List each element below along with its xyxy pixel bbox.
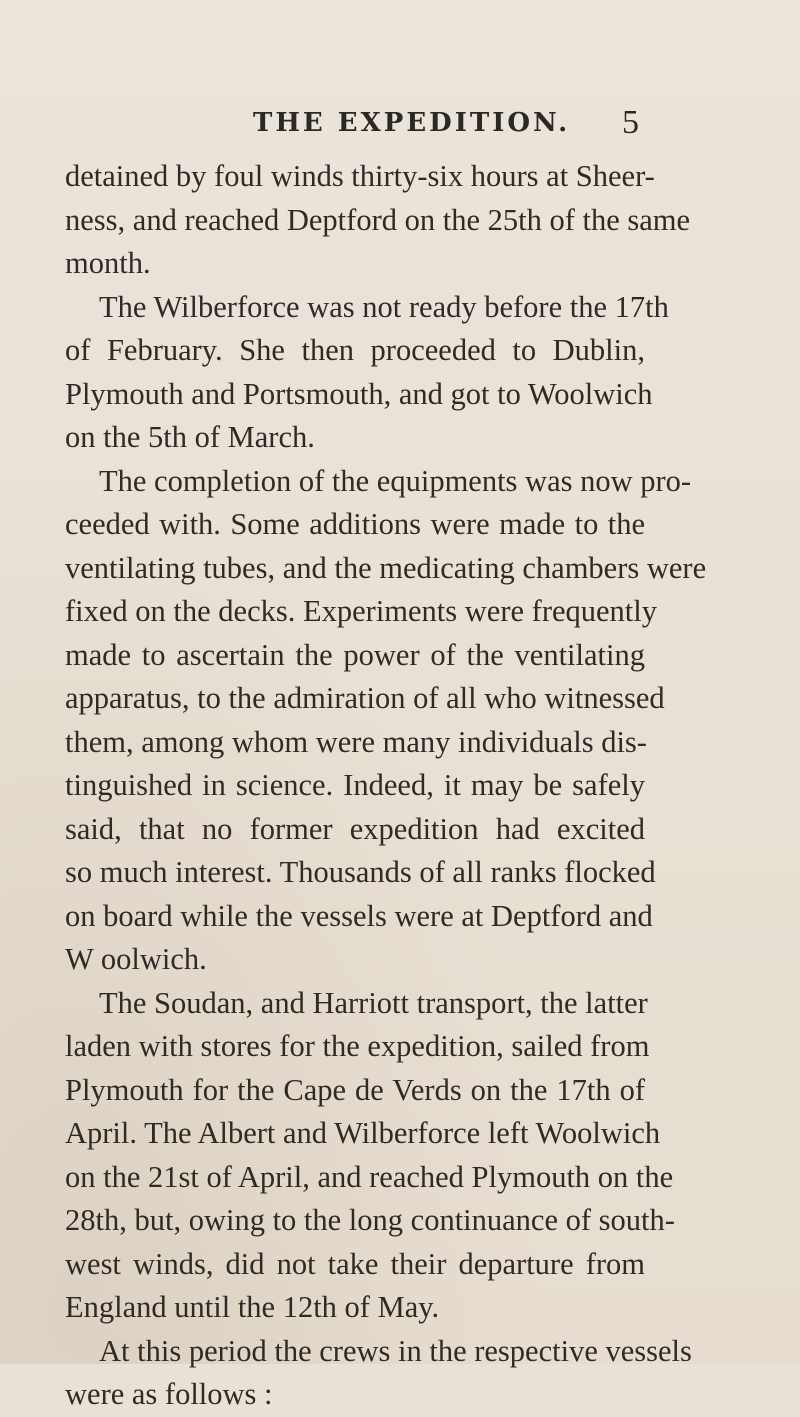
text-line: W oolwich.	[65, 942, 207, 976]
text-line: month.	[65, 246, 151, 280]
text-line: on the 21st of April, and reached Plymouth on the	[65, 1159, 674, 1194]
text-line: The Soudan, and Harriott transport, the latter	[99, 985, 648, 1020]
text-line: on the 5th of March.	[65, 420, 315, 454]
text-line: tinguished in science. Indeed, it may be safely	[65, 768, 645, 802]
running-head: THE EXPEDITION.	[253, 108, 571, 138]
text-line: apparatus, to the admiration of all who witnessed	[65, 681, 665, 715]
text-line: ventilating tubes, and the medicating chambers were	[65, 550, 707, 585]
text-line: laden with stores for the expedition, sailed from	[65, 1029, 650, 1063]
text-line: detained by foul winds thirty-six hours at Sheer-	[65, 159, 655, 193]
text-line: Plymouth for the Cape de Verds on the 17th of	[65, 1072, 645, 1107]
text-line: ness, and reached Deptford on the 25th of the same	[65, 202, 691, 237]
text-line: England until the 12th of May.	[65, 1290, 440, 1324]
text-line: 28th, but, owing to the long continuance of south-	[65, 1203, 675, 1237]
text-line: The completion of the equipments was now pro-	[99, 463, 692, 498]
text-line: west winds, did not take their departure from	[65, 1246, 645, 1281]
text-line: made to ascertain the power of the ventilating	[65, 637, 645, 672]
body-text	[65, 155, 707, 1417]
text-line: April. The Albert and Wilberforce left Woolwich	[65, 1116, 661, 1150]
text-line: were as follows :	[65, 1377, 273, 1411]
text-line: fixed on the decks. Experiments were frequently	[65, 594, 657, 628]
text-line: The Wilberforce was not ready before the 17th	[99, 289, 669, 324]
text-line: Plymouth and Portsmouth, and got to Woolwich	[65, 376, 653, 411]
text-line: so much interest. Thousands of all ranks flocked	[65, 855, 656, 889]
page-number: 5	[622, 104, 639, 141]
text-line: At this period the crews in the respective vessels	[99, 1333, 692, 1368]
text-line: ceeded with. Some additions were made to the	[65, 507, 645, 541]
text-line: them, among whom were many individuals dis-	[65, 724, 647, 759]
text-line: said, that no former expedition had excited	[65, 811, 645, 846]
text-line: of February. She then proceeded to Dublin,	[65, 333, 645, 367]
text-line: on board while the vessels were at Deptford and	[65, 898, 653, 933]
